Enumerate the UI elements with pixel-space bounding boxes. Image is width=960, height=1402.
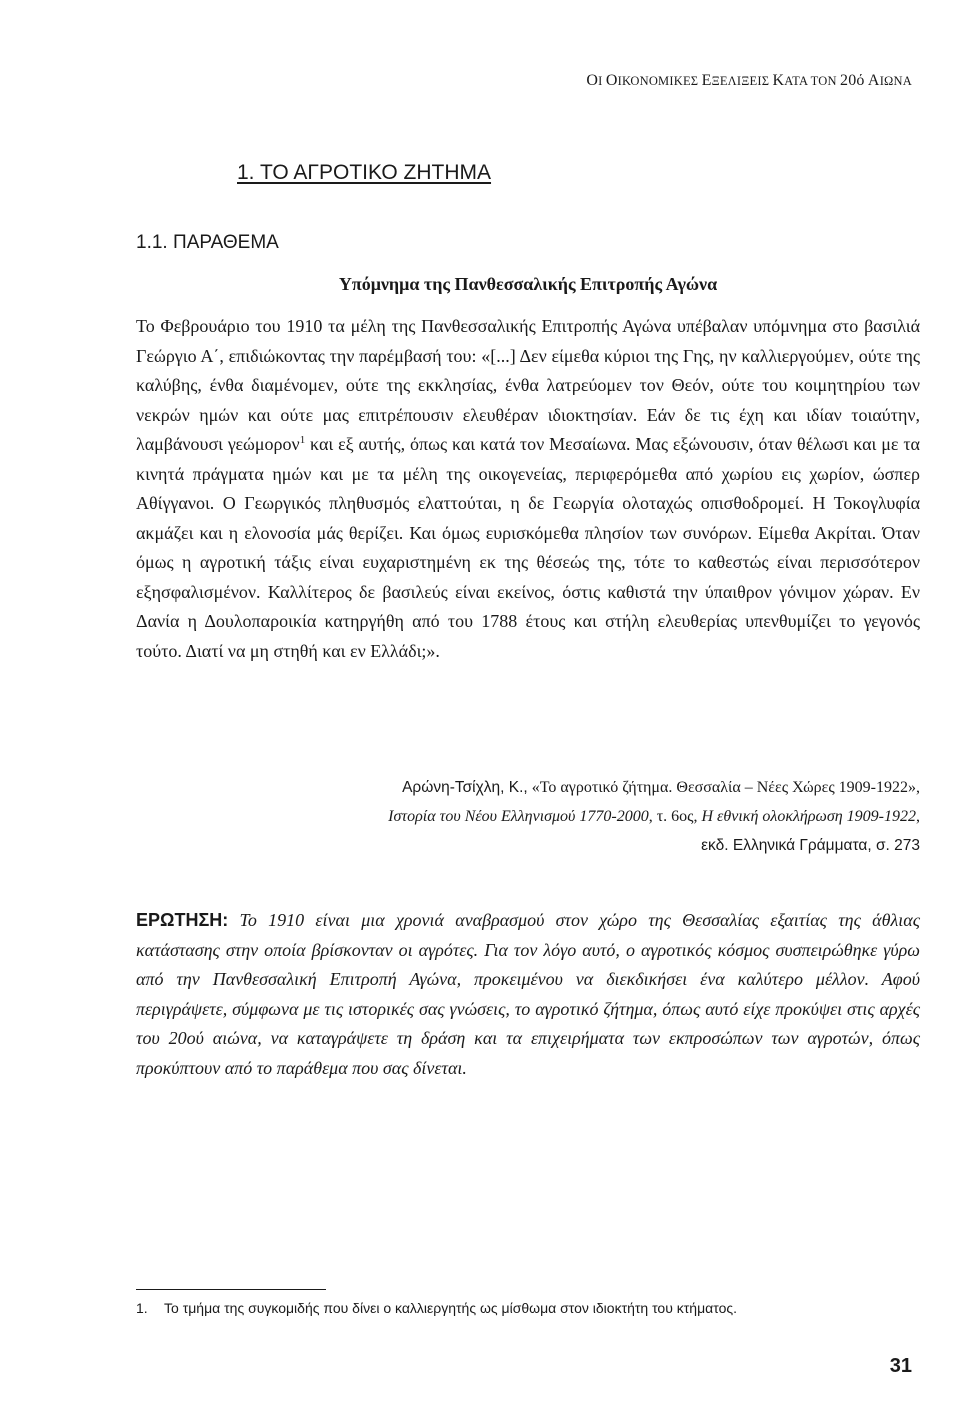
footnote-number: 1. [136, 1300, 148, 1316]
running-header-part: Α [867, 72, 880, 89]
running-header-part: ΞΕΛΙΞΕΙΣ [711, 74, 773, 88]
running-header-part: 20ό [840, 72, 868, 89]
question-label: ΕΡΩΤΗΣΗ: [136, 910, 229, 930]
source-line-2: Ιστορία του Νέου Ελληνισμού 1770-2000, τ. 6ος, Η εθνική ολοκλήρωση 1909-1922, [388, 808, 920, 825]
running-header-part: ΑΤΑ ΤΟΝ [784, 74, 840, 88]
question-text: Το 1910 είναι μια χρονιά αναβρασμού στον χώρο της Θεσσαλίας εξαιτίας της άθλιας κατάστασης στην οποία βρίσκονταν οι αγρότες. Για τον λόγο αυτό, ο αγροτικός κόσμος συσπειρώθηκε γύρω από την Πανθεσσαλική Επιτροπή Αγώνα, προκειμένου να διεκδικήσει ένα καλύτερο μέλλον. Αφού περιγράψετε, σύμφωνα με τις ιστορικές σας γνώσεις, το αγροτικό ζήτημα, όπως αυτό είχε προκύψει στις αρχές του 20ού αιώνα, να καταγράψετε τη δράση και τα επιχειρήματα των εκπροσώπων των αγροτών, όπως προκύπτουν από το παράθεμα που σας δίνεται. [136, 910, 921, 1078]
excerpt-text-part-2: και εξ αυτής, όπως και κατά τον Μεσαίωνα. Μας εξώνουσιν, όταν θέλωσι και με τα κινητά πράγματα ημών και με τα μέλη της οικογενείας, περιφερόμεθα από χωρίου εις χωρίον, ώσπερ Αθίγγανοι. Ο Γεωργικός πληθυσμός ελαττούται, η δε Γεωργία ολοταχώς οπισθοδρομεί. Η Τοκογλυφία ακμάζει και η ελονοσία μάς θερίζει. Και όμως ευρισκόμεθα πλησίον των συνόρων. Είμεθα Ακρίται. Όταν όμως η αγροτική τάξις είναι ευχαριστημένη εκ της θέσεώς της, τότε το καθεστώς είναι περισσότερον εξησφαλισμένον. Καλλίτερος δε βασιλεύς είναι εκείνος, όστις καθιστά την ύπαιθρον γόνιμον χώραν. Εν Δανία η Δουλοπαροικία κατηργήθη από του 1788 έτους και στήλη ελευθερίας υπενθυμίζει το γεγονός τούτο. Διατί να μη στηθή και εν Ελλάδι;». [136, 434, 920, 661]
running-header-part: Κ [772, 72, 785, 89]
section-title: 1.1. ΠΑΡΑΘΕΜΑ [136, 232, 279, 253]
source-line-1 [136, 773, 920, 802]
running-header-part: ΙΩΝΑ [879, 74, 912, 88]
source-author: Αρώνη-Τσίχλη, Κ., [402, 779, 528, 796]
source-volume: , τ. 6ος, [648, 808, 702, 825]
chapter-title: 1. ΤΟ ΑΓΡΟΤΙΚΟ ΖΗΤΗΜΑ [237, 161, 492, 184]
running-header-part: Ι [598, 74, 606, 88]
page-number: 31 [889, 1355, 912, 1377]
footnote-divider [136, 1289, 326, 1290]
footnote-marker: 1 [299, 434, 306, 446]
running-header [586, 72, 912, 90]
source-book: Ιστορία του Νέου Ελληνισμού 1770-2000 [388, 808, 649, 825]
running-header-part: Ο [586, 72, 599, 89]
excerpt-body [136, 312, 920, 666]
source-publisher: εκδ. Ελληνικά Γράμματα, σ. 273 [701, 837, 920, 854]
source-line-3 [136, 831, 920, 860]
running-header-part: ΙΚΟΝΟΜΙΚΕΣ [617, 74, 702, 88]
source-volume-title: Η εθνική ολοκλήρωση 1909-1922 [701, 808, 916, 825]
footnote [136, 1300, 920, 1316]
source-citation [136, 773, 920, 860]
footnote-text: Το τμήμα της συγκομιδής που δίνει ο καλλιεργητής ως μίσθωμα στον ιδιοκτήτη του κτήματος. [164, 1300, 737, 1316]
question-block [136, 906, 920, 1083]
excerpt-text-part-1: Το Φεβρουάριο του 1910 τα μέλη της Πανθεσσαλικής Επιτροπής Αγώνα υπέβαλαν υπόμνημα στο βασιλιά Γεώργιο Α΄, επιδιώκοντας την παρέμβασή του: «[...] Δεν είμεθα κύριοι της Γης, ην καλλιεργούμεν, ούτε της καλύβης, ένθα διαμένομεν, ούτε της εκκλησίας, ένθα λατρεύομεν τον Θεόν, ούτε του κοιμητηρίου των νεκρών ημών και ούτε μας επιτρέπουσιν ελευθέραν ιδιοκτησίαν. Εάν δε τις έχη και ιδίαν τοιαύτην, λαμβάνουσι γεώμορον [136, 316, 920, 454]
running-header-part: Ε [701, 72, 712, 89]
source-article: «Το αγροτικό ζήτημα. Θεσσαλία – Νέες Χώρες 1909-1922», [531, 779, 920, 796]
running-header-part: Ο [605, 72, 618, 89]
excerpt-heading: Υπόμνημα της Πανθεσσαλικής Επιτροπής Αγώνα [338, 274, 718, 294]
